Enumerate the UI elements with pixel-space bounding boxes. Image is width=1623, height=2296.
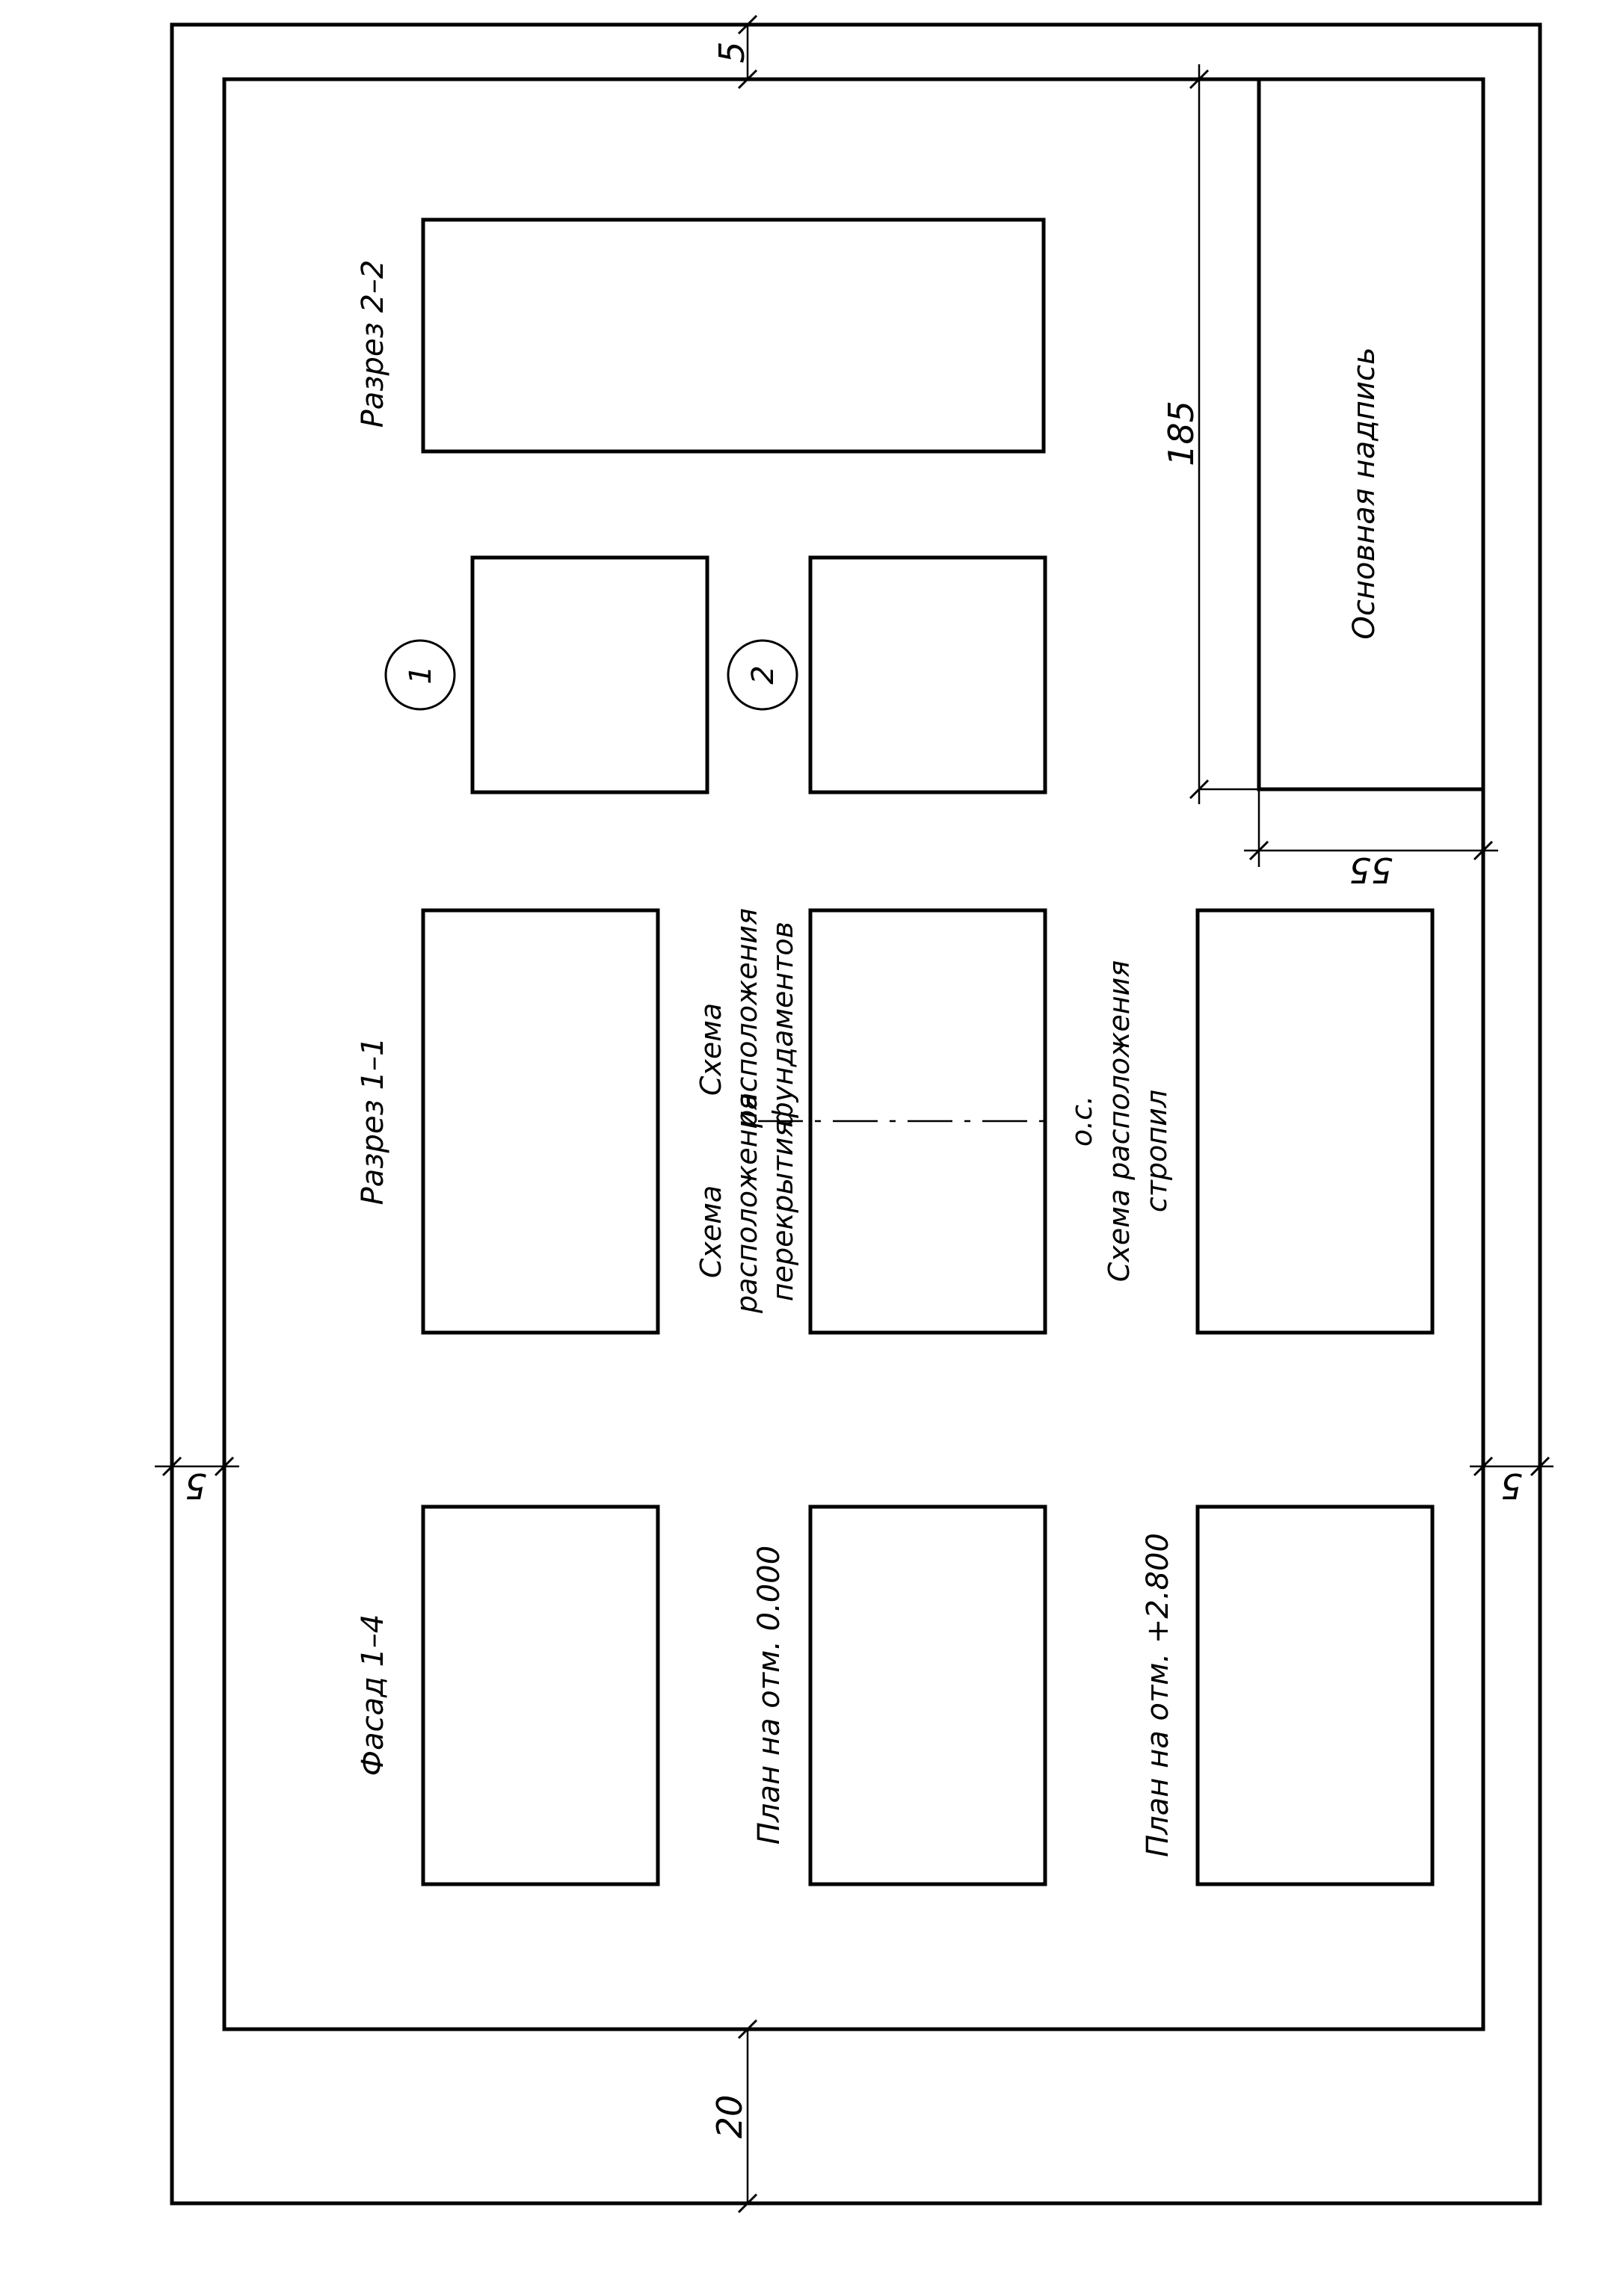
dimension-title-block-width bbox=[1244, 789, 1498, 890]
dimension-title-block-length bbox=[1161, 64, 1259, 804]
foundation-scheme-line-3-text: фундаментов bbox=[766, 921, 799, 1127]
dimension-side-margin-a-value: 5 bbox=[185, 1466, 207, 1506]
node-1-label: 1 bbox=[404, 665, 438, 685]
view-section-2-label: Разрез 2–2 bbox=[356, 259, 390, 428]
node-2 bbox=[728, 558, 1045, 792]
floor-scheme-line-1-text: Схема bbox=[695, 1185, 727, 1279]
rafter-scheme-line-2: Схема расположения bbox=[1103, 960, 1136, 1283]
dimension-top-margin-value: 5 bbox=[712, 41, 752, 64]
dimension-title-block-length-value: 185 bbox=[1161, 401, 1201, 466]
view-section-1-label: Разрез 1–1 bbox=[356, 1037, 390, 1206]
dimension-left-margin bbox=[709, 2020, 757, 2212]
title-block-label: Основная надпись bbox=[1347, 347, 1382, 640]
node-2-label: 2 bbox=[746, 665, 780, 685]
view-rafter-scheme bbox=[1065, 910, 1432, 1333]
view-plan-0-label: План на отм. 0.000 bbox=[752, 1545, 786, 1845]
floor-scheme-line-2-text: расположения bbox=[730, 1093, 763, 1313]
view-plan-0 bbox=[752, 1507, 1045, 1884]
dimension-side-margin-b-value: 5 bbox=[1500, 1466, 1523, 1506]
floor-scheme-line-3-text: перекрытия bbox=[766, 1120, 799, 1302]
view-section-1 bbox=[356, 910, 658, 1333]
dimension-side-margin-a bbox=[155, 1457, 239, 1506]
inner-frame bbox=[224, 79, 1483, 2029]
view-section-2 bbox=[356, 220, 1044, 451]
dimension-left-margin-value: 20 bbox=[709, 2094, 750, 2139]
view-plan-2800-label: План на отм. +2.800 bbox=[1141, 1533, 1175, 1857]
rafter-scheme-line-1: о.с. bbox=[1065, 1095, 1098, 1147]
foundation-scheme-line-1-text: Схема bbox=[695, 1002, 727, 1096]
node-1 bbox=[386, 558, 707, 792]
view-plan-2800 bbox=[1141, 1507, 1432, 1884]
view-facade bbox=[356, 1507, 658, 1884]
title-block bbox=[1259, 79, 1483, 789]
dimension-title-block-width-value: 55 bbox=[1349, 850, 1393, 890]
dimension-top-margin bbox=[712, 16, 757, 88]
rafter-scheme-line-3: стропил bbox=[1140, 1089, 1173, 1213]
foundation-scheme-line-2-text: расположения bbox=[730, 908, 763, 1128]
view-floor-foundation-scheme bbox=[695, 908, 1045, 1333]
view-facade-label: Фасад 1–4 bbox=[356, 1614, 390, 1777]
